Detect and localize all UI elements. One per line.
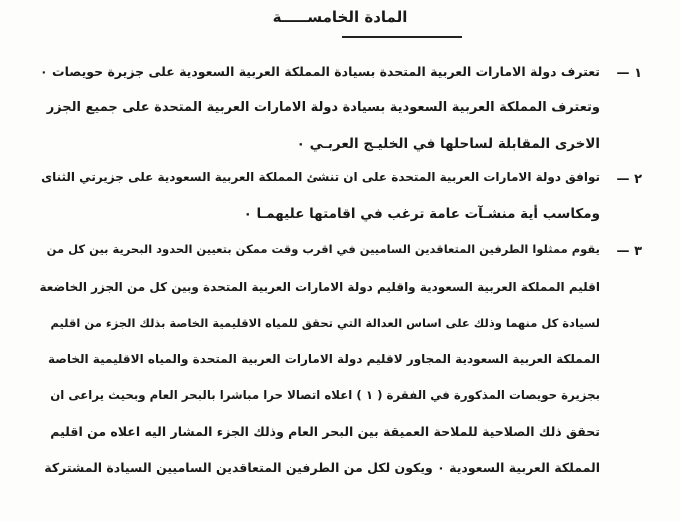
clause-1-line-2: وتعترف المملكة العربية السعودية بسيادة دولة الامارات العربية المتحدة على جميع الجزر: [46, 100, 600, 115]
clause-3-line-6: تحقق ذلك الصلاحية للملاحة العميقة بين البحر العام وذلك الجزء المشار اليه اعلاه من اقليم: [50, 424, 600, 439]
clause-2-line-1: توافق دولة الامارات العربية المتحدة على ان تنشئ المملكة العربية السعودية على جزيرتي الثناى: [41, 170, 600, 184]
clause-2-line-2: ومكاسب أية منشـآت عامة ترغب في اقامتها عليهمـا ٠: [243, 206, 600, 222]
clause-3-number: ٣ —: [616, 244, 642, 259]
article-title: المادة الخامســـــة: [272, 8, 408, 26]
clause-3-line-5: بجزيرة حويصات المذكورة في الفقرة ( ١ ) اعلاه اتصالا حرا مباشرا بالبحر العام وبحيث يراعى ان: [50, 388, 600, 402]
clause-3-line-3: لسيادة كل منهما وذلك على اساس العدالة التي تحقق للمياه الاقليمية الخاصة بذلك الجزء من اقليم: [50, 316, 600, 330]
clause-1-line-1: تعترف دولة الامارات العربية المتحدة بسيادة المملكة العربية السعودية على جزيرة حويصات ٠: [40, 64, 600, 79]
clause-1-line-3: الاخرى المقابلة لساحلها في الخليـج العربـي ٠: [296, 136, 600, 152]
clause-1-number: ١ —: [616, 66, 642, 81]
clause-3-line-7: المملكة العربية السعودية ٠ ويكون لكل من الطرفين المتعاقدين الساميين السيادة المشتركة: [44, 460, 600, 475]
clause-3-line-4: المملكة العربية السعودية المجاور لاقليم دولة الامارات العربية المتحدة والمياه الاقليمية الخاصة: [47, 352, 600, 366]
clause-2-number: ٢ —: [616, 172, 642, 187]
clause-3-line-1: يقوم ممثلوا الطرفين المتعاقدين الساميين في اقرب وقت ممكن بتعيين الحدود البحرية بين كل من: [46, 242, 600, 256]
clause-3-line-2: اقليم المملكة العربية السعودية واقليم دولة الامارات العربية المتحدة وبين كل من الجزر الخاضعة: [39, 280, 600, 294]
title-underline: [342, 36, 462, 38]
